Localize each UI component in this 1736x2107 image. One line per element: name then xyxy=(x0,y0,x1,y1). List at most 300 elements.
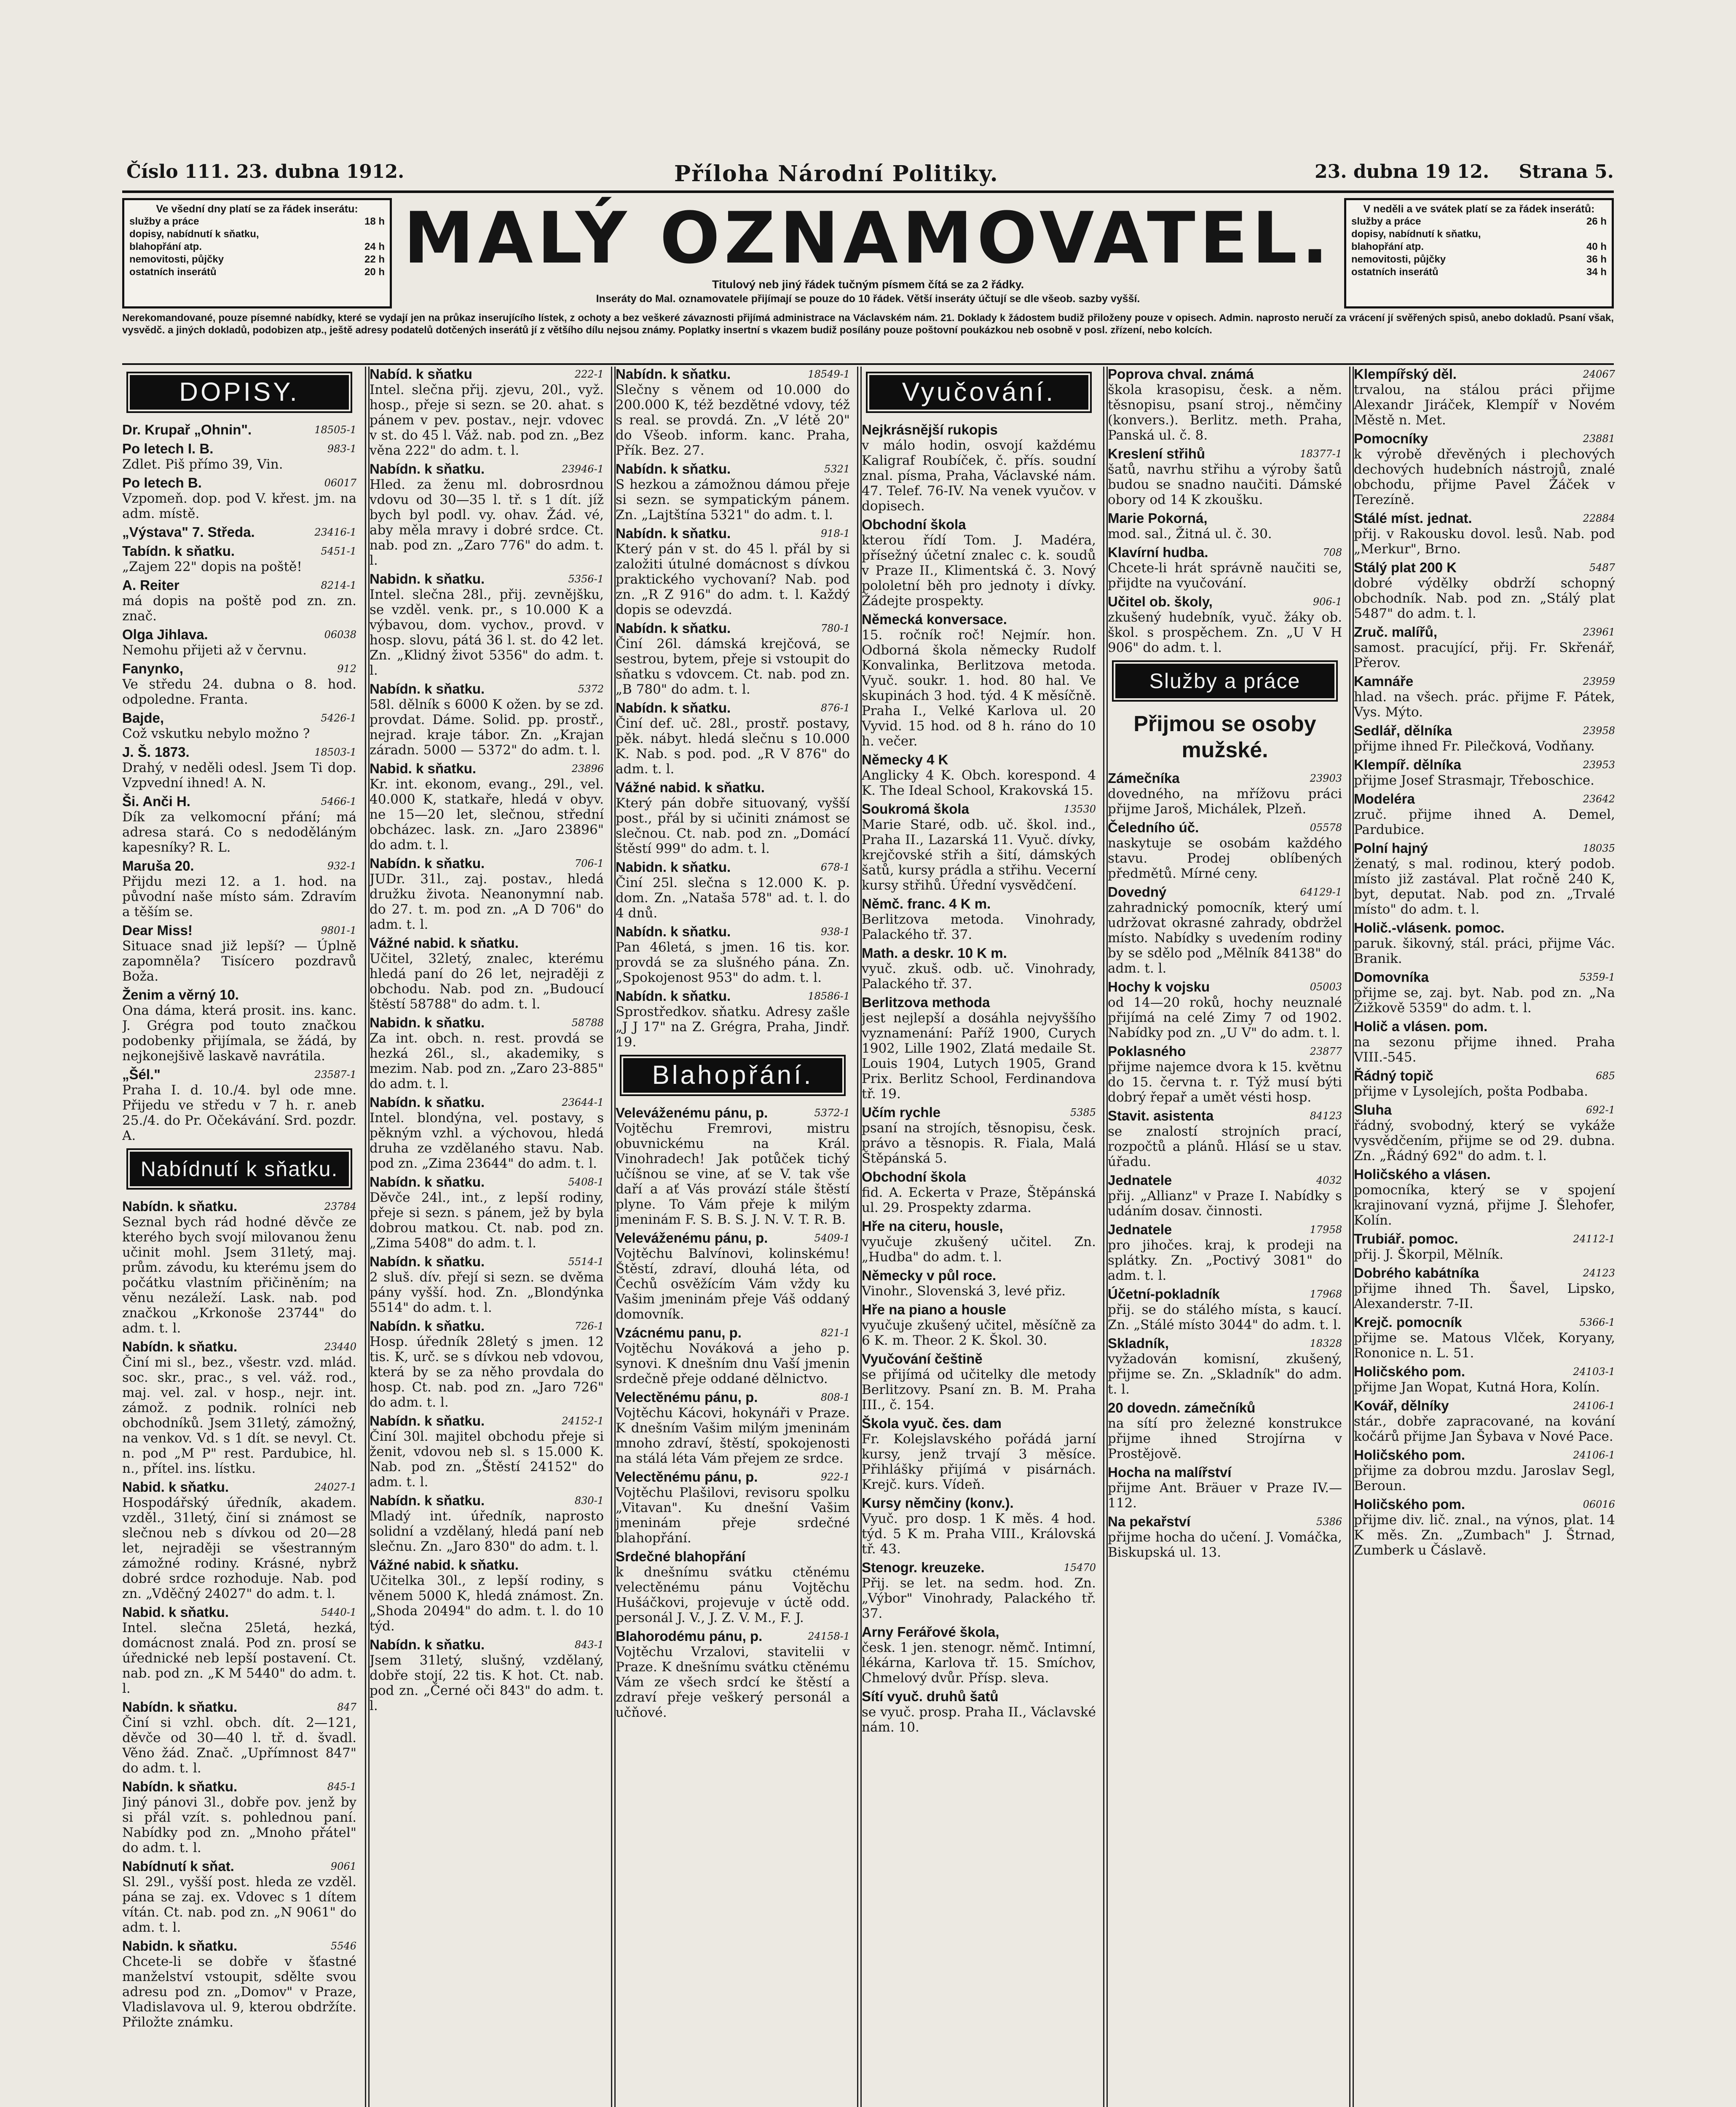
ad-text: Dík za velkomocní přání; má adresa stará. Co s nedoděláným kapesníky? R. L. xyxy=(122,810,356,855)
ad-text: Zdlet. Piš přímo 39, Vin. xyxy=(122,457,283,472)
ad-heading: Holičského pom. xyxy=(1354,1364,1465,1379)
ad-text: „Zajem 22" dopis na poště! xyxy=(122,559,302,574)
ad-heading: Vzácnému panu, p. xyxy=(616,1325,742,1340)
ad-text: přijme se. Matous Vlček, Koryany, Rononice n. L. 51. xyxy=(1354,1330,1615,1361)
ad-heading: Nabídn. k sňatku. xyxy=(370,681,485,697)
column-3 xyxy=(614,367,850,2107)
ad-text: přijme se, zaj. byt. Nab. pod zn. „Na Žižkově 5359" do adm. t. l. xyxy=(1354,985,1615,1016)
ad-heading: Klavírní hudba. xyxy=(1108,544,1208,560)
masthead xyxy=(122,198,1614,308)
ad-heading: Nabidn. k sňatku. xyxy=(616,859,731,875)
classified-ad xyxy=(122,1605,356,1696)
rate-row xyxy=(129,215,385,228)
ad-heading: Stavit. asistenta xyxy=(1108,1108,1214,1123)
rate-label: nemovitosti, půjčky xyxy=(129,254,224,265)
ad-heading: Srdečné blahopřání xyxy=(616,1549,746,1564)
ad-heading: Kursy němčiny (konv.). xyxy=(862,1495,1014,1511)
ad-text: přijme hocha do učení. J. Vomáčka, Biskupská ul. 13. xyxy=(1108,1530,1342,1560)
ad-heading: Nabídn. k sňatku. xyxy=(616,620,731,636)
ad-text: paruk. šikovný, stál. práci, přijme Vác. Branik. xyxy=(1354,936,1615,966)
ad-heading: Učím rychle xyxy=(862,1104,941,1120)
ad-text: přijme Jan Wopat, Kutná Hora, Kolín. xyxy=(1354,1380,1600,1395)
ad-reference: 983-1 xyxy=(327,443,356,455)
classified-ad xyxy=(370,1095,604,1171)
ad-heading: Hochy k vojsku xyxy=(1108,979,1210,995)
ad-heading: Vážné nabid. k sňatku. xyxy=(370,935,519,951)
ad-text: k dnešnímu svátku ctěnému velectěnému pánu Vojtěchu Hušáčkovi, projevuje v úctě odd. personál J. V., J. Z. V. M., F. J. xyxy=(616,1565,850,1625)
ad-text: Sl. 29l., vyšší post. hleda ze vzděl. pána se zaj. ex. Vdovec s 1 dítem vítán. Ct. nab. pod zn. „N 9061" do adm. t. l. xyxy=(122,1874,356,1935)
section-subheading: Přijmou se osoby mužské. xyxy=(1133,712,1316,762)
ad-text: Jsem 31letý, slušný, vzdělaný, dobře stojí, 22 tis. K hot. Ct. nab. pod zn. „Černé oči 843" do adm. t. l. xyxy=(370,1653,604,1713)
classified-ad xyxy=(1108,1044,1342,1105)
rates-weekday-box xyxy=(122,198,392,308)
ad-heading: Nabídn. k sňatku. xyxy=(370,1254,485,1269)
ad-text: zahradnický pomocník, který umí udržovat okrasné zahrady, obdržel místo. Nabídky s uvedením rodiny by se sdělo pod „Mělník 84138" do adm. t. l. xyxy=(1108,900,1342,976)
ad-text: Činí 26l. dámská krejčová, se sestrou, bytem, přeje si vstoupit do sňatku s vdovcem. Ct. nab. pod zn. „B 780" do adm. t. l. xyxy=(616,636,850,697)
ad-reference: 5321 xyxy=(824,463,850,475)
ad-heading: Kamnáře xyxy=(1354,673,1414,689)
classified-ad xyxy=(1354,431,1615,507)
ad-text: Ona dáma, která prosit. ins. kanc. J. Grégra pod touto značkou podobenky přijímala, se žádá, by nejkonejšivě laskavě navrátila. xyxy=(122,1003,356,1064)
ad-heading: Nabídn. k sňatku. xyxy=(122,1699,238,1715)
ad-text: JUDr. 31l., zaj. postav., hledá družku života. Neanonymní nab. do 27. t. m. pod zn. „A D 706" do adm. t. l. xyxy=(370,871,604,932)
ad-reference: 708 xyxy=(1323,547,1342,558)
ad-text: Děvče 24l., int., z lepší rodiny, přeje si sezn. s pánem, jež by byla dobrou matkou. Ct. nab. pod zn. „Zima 5408" do adm. t. l. xyxy=(370,1190,604,1251)
ad-heading: Po letech I. B. xyxy=(122,441,214,456)
masthead-note: Inseráty do Mal. oznamovatele přijímají se pouze do 10 řádek. Větší inseráty účtují se dle všeob. sazby vyšší. xyxy=(596,293,1140,305)
rate-label: blahopřání atp. xyxy=(1351,241,1424,252)
rates-weekday-heading: Ve všední dny platí se za řádek inserátu: xyxy=(156,203,358,215)
ad-reference: 692-1 xyxy=(1586,1104,1615,1116)
ad-heading: Ši. Anči H. xyxy=(122,793,190,809)
ad-reference: 922-1 xyxy=(820,1471,850,1483)
ad-text: Intel. slečna 25letá, hezká, domácnost znalá. Pod zn. prosí se úřednické neb lepší postavení. Ct. nab. pod zn. „K M 5440" do adm. t. l. xyxy=(122,1620,356,1696)
section-heading: Blahopřání. xyxy=(623,1058,842,1093)
ad-text: 2 sluš. dív. přejí si sezn. se dvěma pány vyšší. hod. Zn. „Blondýnka 5514" do adm. t. l. xyxy=(370,1270,604,1315)
ad-text: Vojtěchu Plašilovi, revisoru spolku „Vitavan". Ku dnešní Vašim jmeninám přeje srdečné blahopřání. xyxy=(616,1485,850,1546)
ad-reference: 17958 xyxy=(1310,1224,1342,1236)
classified-ad xyxy=(862,752,1096,798)
ad-text: Ve středu 24. dubna o 8. hod. odpoledne. Franta. xyxy=(122,677,356,707)
rate-label: ostatních inserátů xyxy=(129,266,217,278)
ad-reference: 05003 xyxy=(1310,981,1342,993)
classified-ad xyxy=(1354,970,1615,1016)
ad-heading: Blahorodému pánu, p. xyxy=(616,1628,763,1644)
column-2 xyxy=(368,367,604,2107)
ad-text: přijme najemce dvora k 15. květnu do 15. června t. r. Týž musí býti dobrý řepař a umět vésti hosp. xyxy=(1108,1059,1342,1105)
ad-heading: Nabidn. k sňatku. xyxy=(370,1015,485,1030)
ad-reference: 830-1 xyxy=(574,1495,604,1507)
ad-heading: Velectěnému pánu, p. xyxy=(616,1389,758,1405)
classified-ad xyxy=(862,1624,1096,1686)
ad-text: vyučuje zkušený učitel, měsíčně za 6 K. m. Theor. 2 K. Škol. 30. xyxy=(862,1318,1096,1348)
ad-heading: Nabídn. k sňatku. xyxy=(370,1318,485,1334)
rate-label: dopisy, nabídnutí k sňatku, xyxy=(129,228,259,240)
classified-ad xyxy=(1108,446,1342,507)
classified-ad xyxy=(122,1779,356,1855)
rate-row xyxy=(129,266,385,279)
section-heading: DOPISY. xyxy=(130,375,349,410)
ad-reference: 18586-1 xyxy=(808,990,850,1002)
ad-reference: 8214-1 xyxy=(321,579,356,591)
rate-row xyxy=(1351,241,1607,253)
ad-text: přijme za dobrou mzdu. Jaroslav Segl, Beroun. xyxy=(1354,1463,1615,1493)
ad-heading: Sluha xyxy=(1354,1102,1392,1118)
ad-reference: 23644-1 xyxy=(562,1096,604,1108)
ad-heading: Nabídn. k sňatku. xyxy=(370,1094,485,1110)
column-divider xyxy=(365,367,366,2107)
ad-reference: 5366-1 xyxy=(1579,1316,1615,1328)
masthead-subtitle: Titulový neb jiný řádek tučným písmem čítá se za 2 řádky. xyxy=(712,278,1024,291)
classified-ad xyxy=(616,1549,850,1625)
classified-ad xyxy=(1108,511,1342,541)
ad-heading: Nabídn. k sňatku. xyxy=(616,461,731,477)
ad-text: Chcete-li hrát správně naučiti se, přijdte na vyučování. xyxy=(1108,560,1342,591)
ad-text: se znalostí strojních prací, rozpočtů a plánů. Hlásí se u stav. úřadu. xyxy=(1108,1124,1342,1169)
ad-reference: 918-1 xyxy=(820,528,850,539)
masthead-rule xyxy=(122,363,1614,365)
date-label: 23. dubna 19 12. xyxy=(1315,161,1490,182)
ad-text: Učitelka 30l., z lepší rodiny, s věnem 5000 K, hledá známost. Zn. „Shoda 20494" do adm. t. l. do 10 týd. xyxy=(370,1573,604,1634)
ad-heading: Německy v půl roce. xyxy=(862,1268,997,1283)
ad-heading: Jednatele xyxy=(1108,1222,1172,1237)
classified-ad xyxy=(1354,1265,1615,1311)
classified-ad xyxy=(122,475,356,521)
ad-heading: Nabid. k sňatku. xyxy=(122,1604,229,1620)
classified-ad xyxy=(616,1469,850,1546)
ad-reference: 5426-1 xyxy=(321,712,356,724)
section-heading: Služby a práce xyxy=(1115,664,1334,698)
ad-reference: 24103-1 xyxy=(1573,1366,1615,1378)
ad-reference: 5466-1 xyxy=(321,796,356,807)
classified-ad xyxy=(370,367,604,458)
ad-text: Vojtěchu Nováková a jeho p. synovi. K dnešním dnu Vaší jmenin srdečně přeje oddané dělnictvo. xyxy=(616,1341,850,1386)
ad-heading: Kreslení střihů xyxy=(1108,446,1206,461)
ad-heading: Nabidn. k sňatku. xyxy=(122,1938,238,1954)
ad-heading: Arny Ferářové škola, xyxy=(862,1624,999,1640)
ad-reference: 23953 xyxy=(1583,759,1615,771)
ad-text: naskytuje se osobám každého stavu. Prodej oblíbených předmětů. Mírné ceny. xyxy=(1108,836,1342,881)
classified-ad xyxy=(616,367,850,458)
ad-heading: Nabídn. k sňatku. xyxy=(370,855,485,871)
classified-ad xyxy=(1354,367,1615,428)
ad-reference: 5514-1 xyxy=(568,1256,604,1268)
ad-text: má dopis na poště pod zn. zn. znač. xyxy=(122,593,356,624)
ad-heading: Kovář, dělníky xyxy=(1354,1398,1449,1413)
ad-heading: Klempíř. dělníka xyxy=(1354,757,1461,772)
ad-heading: Učitel ob. školy, xyxy=(1108,594,1213,609)
ad-text: Vojtěchu Fremrovi, mistru obuvnickému na Král. Vinohradech! Jak potůček tichý učíšnou se vine, ať se V. tak vše daří a ať Vás provází stále štěstí plyne. To Vám přeje k milým jmeninám F. S. B. S. J. N. V. T. R. B. xyxy=(616,1121,850,1227)
ad-heading: Stálý plat 200 K xyxy=(1354,560,1457,575)
ad-reference: 18549-1 xyxy=(808,368,850,380)
ad-heading: Nabídn. k sňatku. xyxy=(370,1413,485,1429)
classified-ad xyxy=(370,936,604,1012)
ad-text: kterou řídí Tom. J. Madéra, přísežný účetní znalec c. k. soudů v Praze II., Klimentská č. 3. Nový pololetní běh pro jednoty i dívky. Žádejte prospekty. xyxy=(862,533,1096,609)
ad-heading: Hocha na malířství xyxy=(1108,1464,1232,1480)
classified-ad xyxy=(862,1302,1096,1348)
ad-heading: Holičského pom. xyxy=(1354,1496,1465,1512)
ad-reference: 24158-1 xyxy=(808,1630,850,1642)
classified-ad xyxy=(122,1938,356,2030)
classified-ad xyxy=(1354,723,1615,754)
classified-ad xyxy=(616,1325,850,1386)
ad-text: Činí def. uč. 28l., prostř. postavy, pěk. nábyt. hledá slečnu s 10.000 K. Nab. s pod. pod. „R V 876" do adm. t. l. xyxy=(616,716,850,777)
ad-reference: 5372-1 xyxy=(814,1107,850,1119)
ad-reference: 938-1 xyxy=(820,926,850,938)
ad-text: Hosp. úředník 28letý s jmen. 12 tis. K, urč. se s dívkou neb vdovou, která by se za něho provdala do hosp. Ct. nab. pod zn. „Jaro 726" do adm. t. l. xyxy=(370,1334,604,1410)
ad-heading: Nabídn. k sňatku. xyxy=(616,700,731,716)
administration-notice: Nerekomandované, pouze písemné nabídky, které se vydají jen na průkaz inserujícího lístek, z ochoty a bez veškeré závaznosti přijímá administrace na Václavském nám. 21. Doklady k žádostem budiž přiloženy pouze v opisech. Admin. naprosto neručí za vrácení jí svěřených spisů, anebo dokladů. Psaní však, vysvědč. a jiných dokladů, podobizen atp., ještě adresy podatelů dotčených inserátů jí z většího dílu nejsou známy. Poplatky insertní s vkazem budiž posílány pouze poštovní poukázkou neb osobně v posl. zřízení, nebo kolcích. xyxy=(122,312,1614,336)
ad-heading: Hře na citeru, housle, xyxy=(862,1218,1003,1234)
classified-ad xyxy=(862,517,1096,609)
ad-heading: Trubiář. pomoc. xyxy=(1354,1231,1458,1247)
ad-text: hlad. na všech. prác. přijme F. Pátek, Vys. Mýto. xyxy=(1354,689,1615,720)
ad-heading: Jednatele xyxy=(1108,1172,1172,1188)
ad-heading: Řádný topič xyxy=(1354,1068,1433,1083)
ad-text: Vojtěchu Balvínovi, kolinskému! Štěstí, zdraví, dlouhá léta, od Čechů osvěžícím Vám vždy ku Vašim jmeninám přeje Váš oddaný domovník. xyxy=(616,1246,850,1322)
ad-reference: 726-1 xyxy=(574,1320,604,1332)
ad-reference: 24106-1 xyxy=(1573,1449,1615,1461)
ad-heading: Nabídn. k sňatku. xyxy=(122,1339,238,1354)
ad-text: dovedného, na mřížovu práci přijme Jaroš, Michálek, Plzeň. xyxy=(1108,786,1342,817)
ad-heading: Škola vyuč. čes. dam xyxy=(862,1415,1002,1431)
ad-reference: 706-1 xyxy=(574,858,604,869)
column-1 xyxy=(122,367,356,2107)
rates-holiday-heading: V neděli a ve svátek platí se za řádek inserátů: xyxy=(1363,203,1595,215)
ad-heading: Dovedný xyxy=(1108,884,1167,900)
column-4 xyxy=(860,367,1096,2107)
ad-reference: 9801-1 xyxy=(321,925,356,936)
ad-heading: Fanynko, xyxy=(122,661,183,676)
classified-ad xyxy=(1354,757,1615,788)
ad-text: Sprostředkov. sňatku. Adresy zašle „J J 17" na Z. Grégra, Praha, Jindř. 19. xyxy=(616,1004,850,1050)
classified-ad xyxy=(1354,1102,1615,1163)
ad-heading: Dear Miss! xyxy=(122,922,193,938)
ad-text: jest nejlepší a dosáhla nejvyššího vyznamenání: Paříž 1900, Curych 1902, Lille 1902, Zlatá medaile St. Louis 1904, Lutych 1905, Grand Prix. Berlitz School, Ferdinandova tř. 19. xyxy=(862,1011,1096,1102)
ad-text: pro jihočes. kraj, k prodeji na splátky. Zn. „Poctivý 3081" do adm. t. l. xyxy=(1108,1238,1342,1283)
ad-heading: Nabídn. k sňatku. xyxy=(122,1198,238,1214)
ad-heading: Holič a vlásen. pom. xyxy=(1354,1019,1488,1034)
ad-reference: 24123 xyxy=(1583,1267,1615,1279)
classified-ad xyxy=(122,923,356,984)
classified-ad xyxy=(1108,1108,1342,1169)
ad-reference: 912 xyxy=(337,663,356,675)
classified-ad xyxy=(370,1413,604,1490)
ad-reference: 678-1 xyxy=(820,861,850,873)
rate-row xyxy=(129,228,385,241)
classified-ad xyxy=(122,858,356,919)
masthead-title: MALÝ OZNAMOVATEL. xyxy=(403,197,1333,279)
classified-ad xyxy=(122,422,356,438)
ad-reference: 808-1 xyxy=(820,1391,850,1403)
ad-text: Seznal bych rád hodné děvče ze kterého bych svojí milovanou ženu učinit mohl. Jsem 31letý, maj. prům. závodu, ku kterému jsem do počátku vlastním přičiněním; na věnu nezáleží. Lask. nab. pod značkou „Krkonoše 23744" do adm. t. l. xyxy=(122,1214,356,1336)
ad-reference: 5386 xyxy=(1316,1516,1342,1528)
rate-label: dopisy, nabídnutí k sňatku, xyxy=(1351,228,1481,240)
ad-reference: 9061 xyxy=(330,1860,356,1872)
issue-label: Číslo 111. 23. dubna 1912. xyxy=(126,161,405,182)
ad-text: Berlitzova metoda. Vinohrady, Palackého tř. 37. xyxy=(862,912,1096,942)
ad-text: 58l. dělník s 6000 K ožen. by se zd. provdat. Dáme. Solid. pp. prostř., nejrad. kraje tábor. Zn. „Krajan záradn. 5000 — 5372" do adm. t. l. xyxy=(370,697,604,758)
classified-ad xyxy=(122,661,356,707)
ad-reference: 24067 xyxy=(1583,368,1615,380)
ad-text: vyžadován komisní, zkušený, přijme se. Zn. „Skladník" do adm. t. l. xyxy=(1108,1351,1342,1397)
classified-ad xyxy=(122,794,356,855)
ad-reference: 23961 xyxy=(1583,626,1615,638)
ad-heading: Nabid. k sňatku. xyxy=(122,1479,229,1495)
classified-ad xyxy=(1108,594,1342,655)
ad-text: pomocníka, který se v spojení krajinovaní vyzná, přijme J. Šlehofer, Kolín. xyxy=(1354,1182,1615,1228)
classified-ad xyxy=(122,544,356,574)
classified-ad xyxy=(122,441,356,472)
ad-text: Chcete-li se dobře v šťastné manželství vstoupit, sdělte svou adresu pod zn. „Domov" v Praze, Vladislavova ul. 9, kterou obdržíte. Přiložte známku. xyxy=(122,1954,356,2030)
ad-text: samost. pracující, přij. Fr. Skřenář, Přerov. xyxy=(1354,640,1615,670)
ad-text: v málo hodin, osvojí každému Kaligraf Roubíček, č. přís. soudní znal. písma, Praha, Václavské nám. 47. Telef. 76-IV. Na venek vyučov. v dopisech. xyxy=(862,438,1096,514)
ad-heading: Nabídn. k sňatku. xyxy=(370,1174,485,1190)
ad-reference: 843-1 xyxy=(574,1639,604,1651)
ad-text: Kr. int. ekonom, evang., 29l., vel. 40.000 K, statkaře, hledá v obyv. ne 15—20 let, slečnou, střední obcházec. lask. zn. „Jaro 23896" do adm. t. l. xyxy=(370,777,604,852)
classified-ad xyxy=(862,1351,1096,1413)
classified-ad xyxy=(1354,1398,1615,1444)
classified-ad xyxy=(370,1319,604,1410)
ad-reference: 23959 xyxy=(1583,676,1615,687)
classified-ad xyxy=(1108,820,1342,881)
ad-reference: 5385 xyxy=(1070,1107,1096,1118)
ad-text: fid. A. Eckerta v Praze, Štěpánská ul. 29. Prospekty zdarma. xyxy=(862,1185,1096,1215)
rate-row xyxy=(129,241,385,253)
ad-reference: 5451-1 xyxy=(321,545,356,557)
ad-text: ženatý, s mal. rodinou, který podob. místo již zastával. Plat ročně 240 K, byt, deputat. Nab. pod zn. „Trvalé místo" do adm. t. l. xyxy=(1354,856,1615,917)
column-divider xyxy=(1349,367,1350,2107)
classified-ad xyxy=(862,1416,1096,1492)
ad-text: Což vskutku nebylo možno ? xyxy=(122,726,310,741)
rate-price: 20 h xyxy=(364,266,385,278)
classified-ad xyxy=(370,681,604,758)
ad-text: 15. ročník roč! Nejmír. hon. Odborná škola německy Rudolf Konvalinka, Berlitzova metoda. Vyuč. soukr. 1. hod. 80 hal. Ve skupinách 3 hod. týd. 4 K měsíčně. Praha I., Velké Karlova ul. 20 Vyvid. 15 hod. od 8 h. ráno do 10 h. večer. xyxy=(862,627,1096,749)
ad-heading: Pomocníky xyxy=(1354,431,1428,446)
running-header xyxy=(126,157,1614,190)
ad-heading: Vážné nabid. k sňatku. xyxy=(616,780,765,795)
ad-heading: „Výstava" 7. Středa. xyxy=(122,524,255,540)
ad-heading: Soukromá škola xyxy=(862,801,969,817)
rate-label: nemovitosti, půjčky xyxy=(1351,254,1446,265)
ad-text: Za int. obch. n. rest. provdá se hezká 26l., sl., akademiky, s mezim. Nab. pod zn. „Zaro 23-885" do adm. t. l. xyxy=(370,1031,604,1091)
classified-ad xyxy=(1354,1364,1615,1395)
ad-reference: 5546 xyxy=(330,1940,356,1952)
ad-reference: 847 xyxy=(337,1701,356,1713)
classified-ad xyxy=(1354,841,1615,917)
ad-heading: Němč. franc. 4 K m. xyxy=(862,896,991,911)
ad-text: zkušený hudebník, vyuč. žáky ob. škol. s prospěchem. Zn. „U V H 906" do adm. t. l. xyxy=(1108,610,1342,655)
masthead-center xyxy=(400,198,1336,308)
ad-reference: 845-1 xyxy=(327,1781,356,1793)
classified-ad xyxy=(1354,1448,1615,1493)
rate-label: ostatních inserátů xyxy=(1351,266,1439,278)
ad-reference: 24106-1 xyxy=(1573,1400,1615,1412)
ad-heading: Nabídn. k sňatku. xyxy=(616,924,731,939)
classified-ad xyxy=(616,989,850,1050)
ad-heading: „Šél." xyxy=(122,1067,161,1082)
classified-ad xyxy=(1354,511,1615,557)
ad-heading: Krejč. pomocník xyxy=(1354,1314,1462,1330)
column-divider xyxy=(857,367,858,2107)
classified-ad xyxy=(1354,920,1615,966)
ad-reference: 18503-1 xyxy=(314,746,356,758)
ad-heading: Skladník, xyxy=(1108,1335,1169,1351)
rate-price: 24 h xyxy=(364,241,385,252)
classified-ad xyxy=(1108,1287,1342,1332)
ad-text: Hospodářský úředník, akadem. vzděl., 31letý, činí si známost se slečnou neb s dívkou od 20—28 let, nejraději se všestranným zámožné rodiny. Krásné, nybrž dobré srdce rozhoduje. Nab. pod zn. „Vděčný 24027" do adm. t. l. xyxy=(122,1495,356,1601)
ad-reference: 906-1 xyxy=(1313,596,1342,608)
ad-reference: 23881 xyxy=(1583,433,1615,445)
ad-text: dobré výdělky obdrží schopný obchodník. Nab. pod zn. „Stálý plat 5487" do adm. t. l. xyxy=(1354,576,1615,621)
ad-heading: Dobrého kabátníka xyxy=(1354,1265,1479,1281)
ad-heading: Holič.-vlásenk. pomoc. xyxy=(1354,920,1505,936)
ad-heading: Math. a deskr. 10 K m. xyxy=(862,945,1007,961)
publication-label: Příloha Národní Politiky. xyxy=(674,161,999,187)
ad-heading: Zruč. malířů, xyxy=(1354,624,1438,640)
ad-heading: Veleváženému pánu, p. xyxy=(616,1105,768,1121)
ad-text: šatů, navrhu střihu a výroby šatů budou se snadno naučiti. Dámské obory od 14 K zkoušku. xyxy=(1108,462,1342,507)
ad-text: Činí 25l. slečna s 12.000 K. p. dom. Zn. „Nataša 578" ad. t. l. do 4 dnů. xyxy=(616,875,850,921)
classified-ad xyxy=(370,1557,604,1634)
ad-text: přijme ihned Fr. Pilečková, Vodňany. xyxy=(1354,739,1595,754)
ad-text: Který pán dobře situovaný, vyšší post., přál by si učiniti známost se slečnou. Ct. nab. pod zn. „Domácí štěstí 999" do adm. t. l. xyxy=(616,796,850,856)
ad-heading: Po letech B. xyxy=(122,475,202,491)
column-divider xyxy=(611,367,612,2107)
ad-heading: Vážné nabid. k sňatku. xyxy=(370,1557,519,1573)
classified-ad xyxy=(616,1629,850,1720)
ad-heading: Nabid. k sňatku. xyxy=(370,761,477,776)
ad-reference: 23896 xyxy=(571,763,604,775)
ad-heading: Nabídn. k sňatku. xyxy=(370,461,485,477)
ad-reference: 06017 xyxy=(324,477,356,489)
ad-heading: Obchodní škola xyxy=(862,517,966,532)
classified-ad xyxy=(122,987,356,1064)
classified-ad xyxy=(1354,1068,1615,1099)
ad-text: Praha I. d. 10./4. byl ode mne. Přijedu ve středu v 7 h. r. aneb 25./4. do Pr. Očekávání. Srd. pozdr. A. xyxy=(122,1083,356,1143)
classified-ad xyxy=(1108,1173,1342,1219)
classified-ad xyxy=(1354,625,1615,670)
ad-heading: 20 dovedn. zámečníků xyxy=(1108,1400,1256,1415)
ad-reference: 23903 xyxy=(1310,772,1342,784)
rate-price: 26 h xyxy=(1586,216,1607,227)
ad-reference: 780-1 xyxy=(820,622,850,634)
ad-text: Vyuč. pro dosp. 1 K měs. 4 hod. týd. 5 K m. Praha VIII., Královská tř. 43. xyxy=(862,1511,1096,1557)
ad-text: Mladý int. úředník, naprosto solidní a vzdělaný, hledá paní neb slečnu. Zn. „Jaro 830" do adm. t. l. xyxy=(370,1509,604,1554)
rate-price: 22 h xyxy=(364,254,385,265)
ad-text: Intel. blondýna, vel. postavy, s pěkným vzhl. a výchovou, hledá druha ze vzdělaného stavu. Nab. pod zn. „Zima 23644" do adm. t. l. xyxy=(370,1110,604,1171)
ad-text: zruč. přijme ihned A. Demel, Pardubice. xyxy=(1354,807,1615,837)
classified-ad xyxy=(862,802,1096,893)
ad-text: se přijímá od učitelky dle metody Berlitzovy. Psaní zn. B. M. Praha III., č. 154. xyxy=(862,1367,1096,1413)
ad-text: česk. 1 jen. stenogr. němč. Intimní, lékárna, Karlova tř. 15. Smíchov, Chmelový dvůr. Přísp. sleva. xyxy=(862,1640,1096,1686)
rate-price: 36 h xyxy=(1586,254,1607,265)
classified-ad xyxy=(1108,1514,1342,1560)
ad-text: Činí si vzhl. obch. dít. 2—121, děvče od 30—40 l. tř. d. švadl. Věno žád. Znač. „Upřímnost 847" do adm. t. l. xyxy=(122,1715,356,1776)
classified-ad xyxy=(370,1493,604,1554)
ad-reference: 5409-1 xyxy=(814,1232,850,1244)
ad-reference: 821-1 xyxy=(820,1327,850,1339)
classified-ad xyxy=(862,1689,1096,1735)
ad-reference: 84123 xyxy=(1310,1110,1342,1122)
ad-heading: Sedlář, dělníka xyxy=(1354,723,1452,738)
ad-reference: 932-1 xyxy=(327,860,356,872)
rate-label: služby a práce xyxy=(129,216,199,227)
ad-reference: 23958 xyxy=(1583,725,1615,737)
ad-text: Přijdu mezi 12. a 1. hod. na původní naše místo sám. Zdravím a těším se. xyxy=(122,874,356,919)
ad-text: Intel. slečna přij. zjevu, 20l., vyž. hosp., přeje si sezn. se 20. ahat. s pánem v pev. postav., nejr. vdovec v st. do 45 l. Váž. nab. pod zn. „Bez věna 222" do adm. t. l. xyxy=(370,382,604,458)
ad-heading: Účetní-pokladník xyxy=(1108,1286,1220,1302)
